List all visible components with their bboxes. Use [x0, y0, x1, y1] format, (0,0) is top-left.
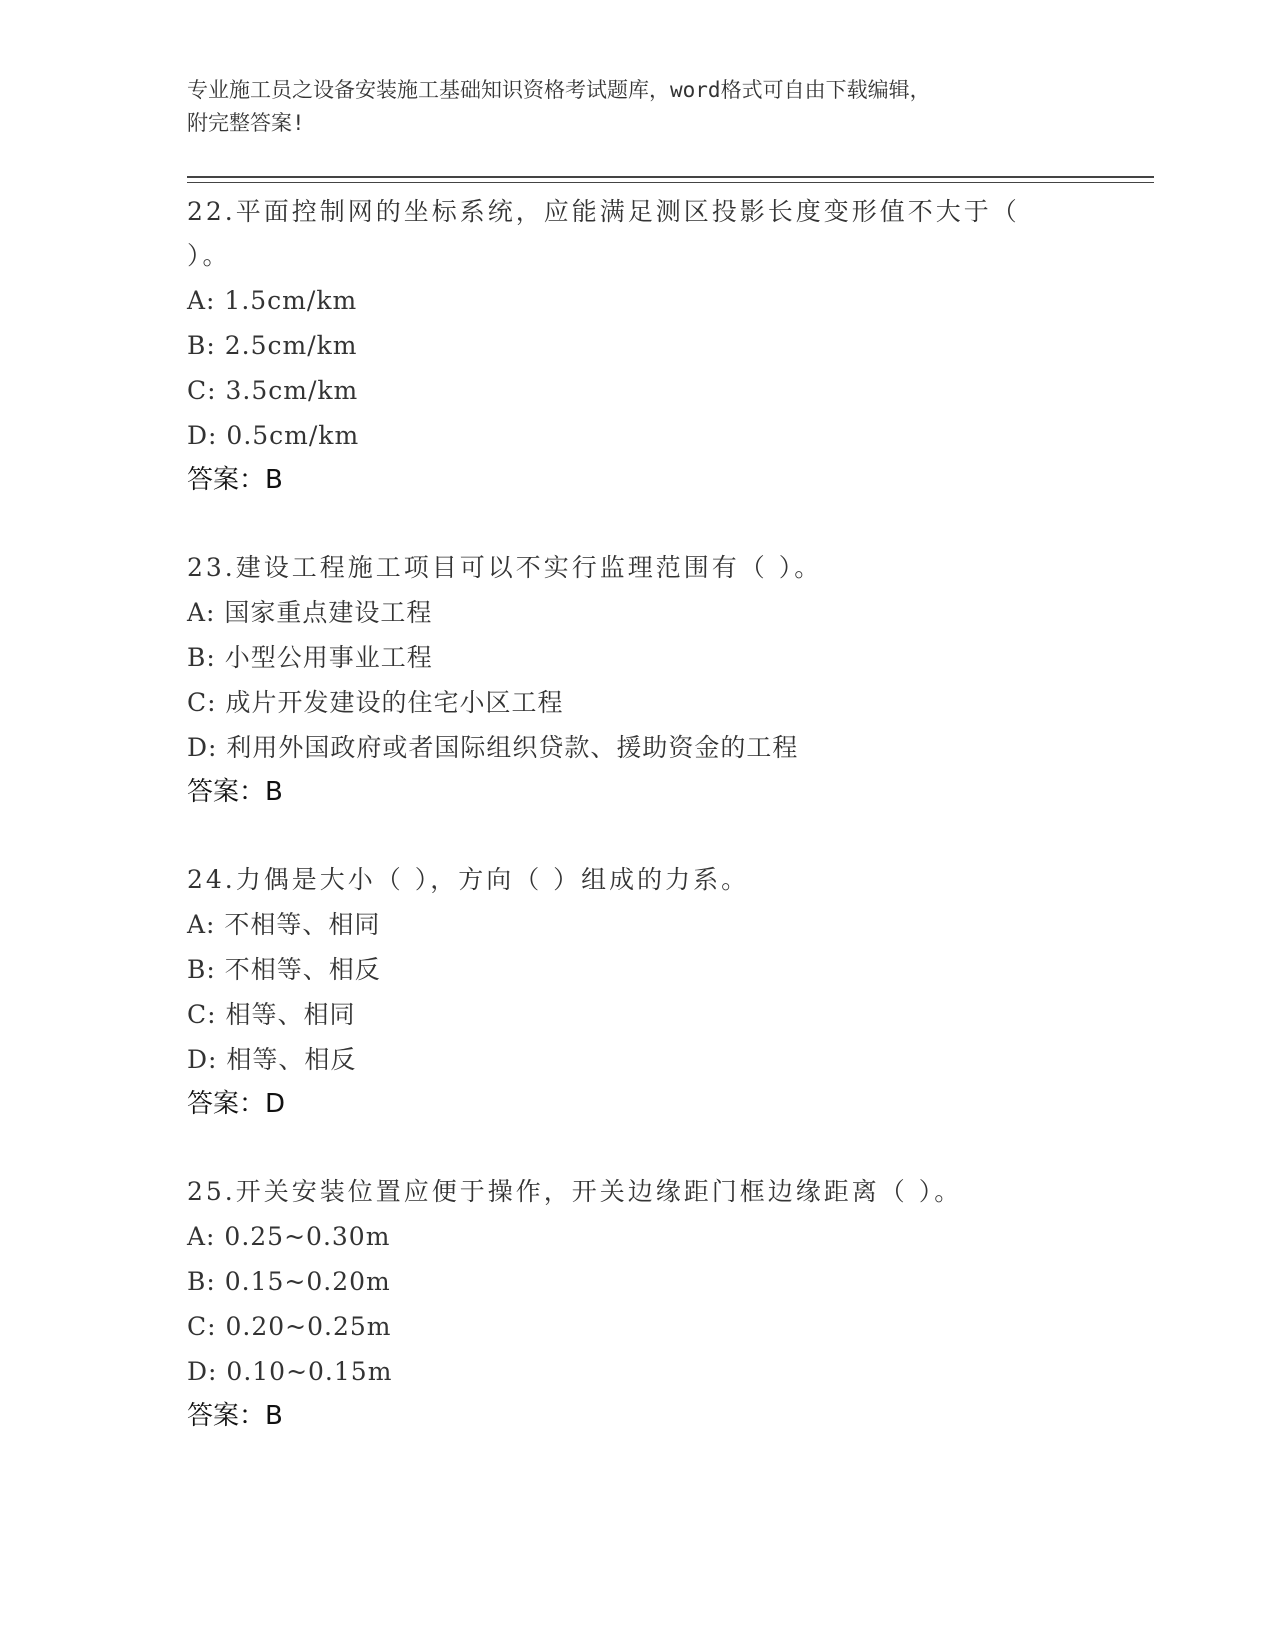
option-d: D: 相等、相反	[187, 1045, 357, 1074]
question-23	[187, 546, 1087, 814]
option-a: A: 国家重点建设工程	[187, 598, 433, 627]
option-d: D: 0.10~0.15m	[187, 1357, 393, 1386]
option-d: D: 0.5cm/km	[187, 421, 360, 450]
option-b: B: 2.5cm/km	[187, 331, 358, 360]
header-line-2: 附完整答案!	[187, 111, 305, 135]
question-22	[187, 190, 1087, 502]
answer: 答案：B	[187, 1401, 283, 1431]
header-divider-thick	[187, 176, 1154, 178]
option-b: B: 小型公用事业工程	[187, 643, 433, 672]
option-c: C: 3.5cm/km	[187, 376, 359, 405]
question-text-continued: ）。	[187, 241, 231, 270]
option-a: A: 1.5cm/km	[187, 286, 358, 315]
answer: 答案：D	[187, 1089, 286, 1119]
answer: 答案：B	[187, 465, 283, 495]
question-text: 22.平面控制网的坐标系统，应能满足测区投影长度变形值不大于（	[187, 197, 1020, 226]
option-c: C: 0.20~0.25m	[187, 1312, 392, 1341]
option-d: D: 利用外国政府或者国际组织贷款、援助资金的工程	[187, 733, 799, 762]
option-b: B: 0.15~0.20m	[187, 1267, 391, 1296]
document-header	[187, 74, 1087, 140]
question-text: 23.建设工程施工项目可以不实行监理范围有（ ）。	[187, 553, 823, 582]
question-text: 24.力偶是大小（ ），方向（ ）组成的力系。	[187, 865, 750, 894]
question-list	[187, 190, 1087, 1482]
option-a: A: 不相等、相同	[187, 910, 381, 939]
option-b: B: 不相等、相反	[187, 955, 381, 984]
option-c: C: 相等、相同	[187, 1000, 356, 1029]
question-24	[187, 858, 1087, 1126]
question-text: 25.开关安装位置应便于操作，开关边缘距门框边缘距离（ ）。	[187, 1177, 963, 1206]
question-25	[187, 1170, 1087, 1438]
answer: 答案：B	[187, 777, 283, 807]
option-c: C: 成片开发建设的住宅小区工程	[187, 688, 564, 717]
header-divider-thin	[187, 182, 1154, 183]
header-line-1: 专业施工员之设备安装施工基础知识资格考试题库，word格式可自由下载编辑，	[187, 78, 931, 102]
option-a: A: 0.25~0.30m	[187, 1222, 391, 1251]
